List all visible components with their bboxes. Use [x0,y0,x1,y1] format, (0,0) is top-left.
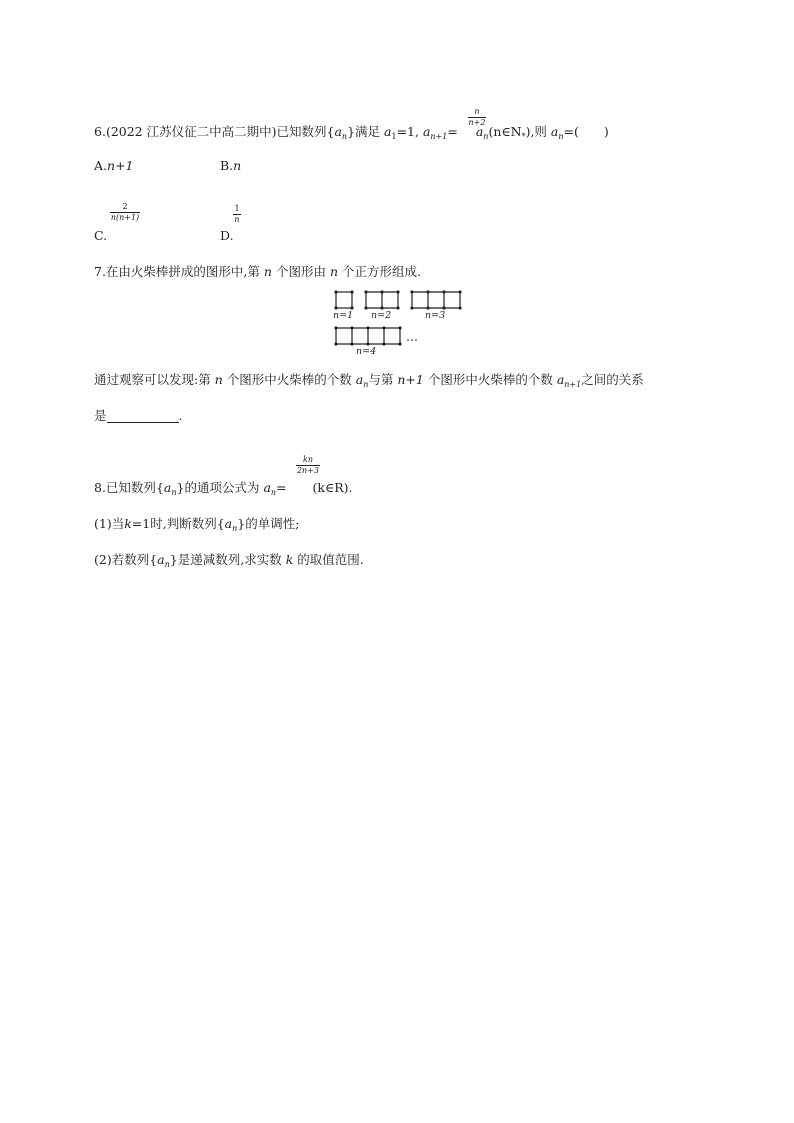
stem-text: 7.在由火柴棒拼成的图形中,第 [94,264,260,279]
stem-text: 的单调性; [245,516,300,531]
question-8-stem: 8.已知数列$\{a_n\}$的通项公式为 $a_n=$ (k∈R). [94,480,353,497]
option-a[interactable] [94,158,134,173]
stem-text: 个图形中火柴棒的个数 [427,372,553,387]
domain-text: (k∈R). [312,480,353,495]
stem-text: 的取值范围. [297,552,364,567]
stem-text: 与第 [368,372,394,387]
question-7-line3 [94,408,183,423]
question-7-stem [94,264,421,279]
answer-bracket: =( ) [563,124,609,139]
question-8-part-1: (1)当k=1时,判断数列$\{a_n\}$的单调性; [94,516,300,533]
stem-text: 是递减数列,求实数 [177,552,282,567]
option-d[interactable] [220,228,234,243]
fraction-numerator: kn [303,455,313,464]
question-8-part-2: (2)若数列$\{a_n\}$是递减数列,求实数 k 的取值范围. [94,552,364,569]
figure-n4 [334,326,401,345]
fraction-numerator: 2 [122,202,128,211]
question-number: 6. [94,124,106,139]
stem-text: 个正方形组成. [341,264,421,279]
question-6-stem: 6.(2022 江苏仪征二中高二期中)已知数列$\{a_n\}$满足 $a_1=1$, $a_{n+1}=$ $a_n(n\in N_*)$,则 $a_n=$( ) [94,124,609,141]
equals-sign: = [276,480,287,495]
fraction-denominator: n(n+1) [110,213,140,222]
option-b[interactable] [220,158,241,173]
stem-text: 满足 [355,124,381,139]
figure-n3 [410,290,461,309]
variable-k: k [285,552,294,567]
stem-text: 通过观察可以发现:第 [94,372,211,387]
stem-text: . [178,408,183,423]
fig-label-n2: n=2 [371,310,392,321]
fig-label-n1: n=1 [333,310,354,321]
stem-text: (1)当 [94,516,125,531]
stem-text: =1, [396,124,419,139]
stem-text: 个图形中火柴棒的个数 [226,372,352,387]
option-text: n [233,158,242,173]
question-source: (2022 江苏仪征二中高二期中) [105,124,277,139]
option-label: A. [94,158,108,173]
variable-n-plus-1: n+1 [397,372,424,387]
fig-label-n3: n=3 [425,310,446,321]
fraction-denominator: n [234,215,240,224]
stem-text: (2)若数列 [94,552,150,567]
q8-fraction [296,456,320,475]
q6-fraction [468,108,486,127]
fraction-numerator: n [474,107,480,116]
option-label: C. [94,228,108,243]
domain-text: (n∈N [488,124,522,139]
option-label: D. [220,228,234,243]
fraction-numerator: 1 [234,204,240,213]
figure-n1 [334,290,353,309]
variable-n: n [329,264,338,279]
stem-text: =1时,判断数列 [131,516,217,531]
stem-text: 之间的关系 [581,372,644,387]
stem-text: 8.已知数列 [94,480,156,495]
variable-k: k [124,516,132,531]
stem-text: 个图形由 [275,264,326,279]
option-d-fraction [233,205,241,224]
stem-text: 的通项公式为 [184,480,260,495]
option-c[interactable] [94,228,107,243]
fraction-denominator: n+2 [468,118,486,127]
fraction-denominator: 2n+3 [296,466,320,475]
ellipsis: … [406,330,418,344]
option-text: n+1 [107,158,134,173]
variable-n: n [263,264,272,279]
option-label: B. [220,158,234,173]
fig-label-n4: n=4 [356,346,377,357]
figure-n2 [364,290,399,309]
answer-blank[interactable] [107,410,179,423]
variable-n: n [214,372,223,387]
matchstick-figure [326,286,476,362]
stem-text: 是 [94,408,107,423]
question-7-line2: 通过观察可以发现:第 n 个图形中火柴棒的个数 $a_n$与第 n+1 个图形中火柴棒的个数 $a_{n+1}$之间的关系 [94,372,644,389]
stem-text: 已知数列 [276,124,327,139]
stem-text: ),则 [525,124,547,139]
option-c-fraction [110,203,140,222]
domain-sub: * [521,132,526,141]
